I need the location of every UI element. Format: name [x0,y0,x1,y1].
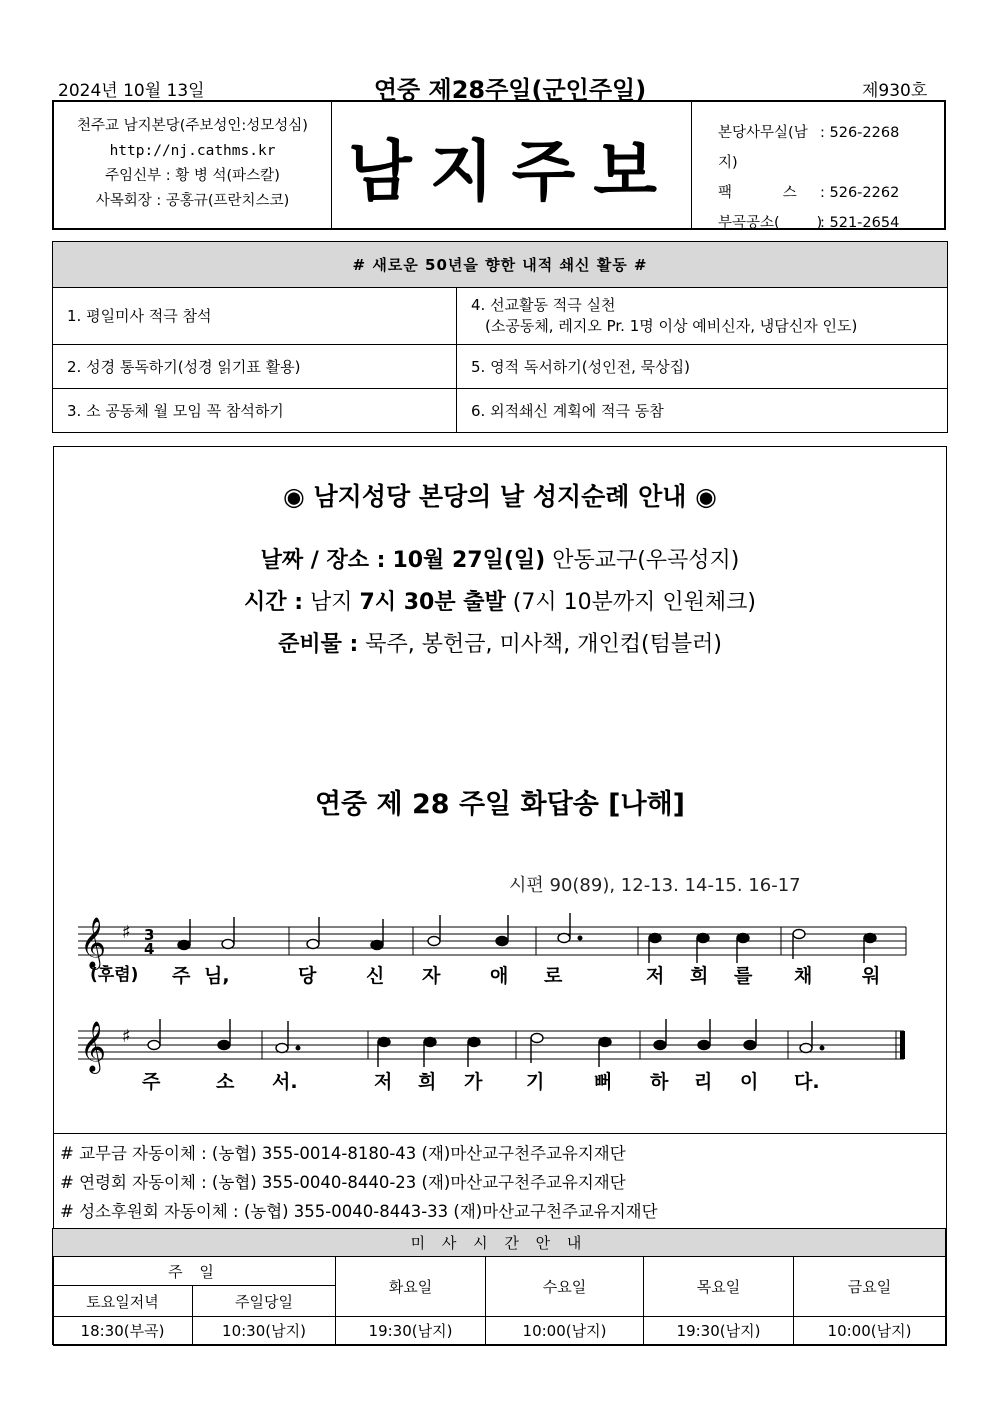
lyric-syllable: 애 [490,965,509,987]
renewal-heading: # 새로운 50년을 향한 내적 쇄신 활동 # [53,242,948,288]
lyric-syllable: 이 [740,1071,759,1093]
church-name: 천주교 남지본당(주보성인:성모성심) [77,118,308,134]
lyric-syllable: 다. [794,1071,820,1093]
contact-bugok: 부곡공소( ) : 521-2654 [718,215,900,231]
col-header: 주일당일 [193,1286,336,1317]
lyric-syllable: 워 [862,965,881,987]
lyric-syllable: 저 [646,965,665,987]
issue-number: 제930호 [862,81,928,101]
pastor: 주임신부 : 황 병 석(파스칼) [105,168,280,184]
lyric-syllable: 가 [464,1071,483,1093]
time-signature-top: 3 [144,926,155,944]
mass-time: 10:00(남지) [794,1317,946,1345]
lyric-syllable: 를 [734,965,753,987]
account-line: # 성소후원회 자동이체 : (농협) 355-0040-8443-33 (재)마산교구천주교유지재단 [60,1202,658,1221]
lyric-syllable: 서. [272,1071,298,1093]
pilgrimage-time: 시간 : 남지 7시 30분 출발 (7시 10분까지 인원체크) [244,590,756,615]
time-signature-bottom: 4 [144,940,155,958]
auto-transfer-accounts [54,1133,946,1226]
pilgrimage-title: ◉ 남지성당 본당의 날 성지순례 안내 ◉ [283,482,717,511]
lyric-syllable: 당 [298,965,317,987]
lyric-syllable: 신 [366,965,385,987]
lyric-syllable: 기 [526,1071,545,1093]
pilgrimage-prep: 준비물 : 묵주, 봉헌금, 미사책, 개인컵(텀블러) [278,632,722,657]
renewal-item: 4. 선교활동 적극 실천 (소공동체, 레지오 Pr. 1명 이상 예비신자, 냉담신자 인도) [457,288,948,345]
pilgrimage-date: 날짜 / 장소 : 10월 27일(일) 안동교구(우곡성지) [260,548,740,573]
renewal-item: 2. 성경 통독하기(성경 읽기표 활용) [53,345,457,389]
main-box [53,446,947,1346]
sunday-header: 주 일 [53,1257,336,1286]
lyric-syllable: 주 [142,1071,161,1093]
col-header: 목요일 [644,1257,794,1317]
mass-time: 19:30(남지) [336,1317,486,1345]
lyric-syllable: 채 [794,965,813,987]
mass-time: 10:00(남지) [486,1317,644,1345]
col-header: 화요일 [336,1257,486,1317]
lyric-syllable: 하 [650,1071,669,1093]
sharp-icon: ♯ [122,1026,131,1047]
lyric-syllable: 님, [204,965,230,987]
account-line: # 교무금 자동이체 : (농협) 355-0014-8180-43 (재)마산교구천주교유지재단 [60,1144,626,1163]
church-info [54,102,332,228]
treble-clef-icon: 𝄞 [80,1021,107,1072]
church-url[interactable]: http://nj.cathms.kr [109,143,276,159]
contact-fax: 팩 스 : 526-2262 [718,185,900,201]
bulletin-title: 연중 제28주일(군인주일) [373,76,647,104]
account-line: # 연령회 자동이체 : (농협) 355-0040-8440-23 (재)마산교구천주교유지재단 [60,1173,626,1192]
lyric-syllable: 자 [422,965,441,987]
col-header: 토요일저녁 [53,1286,193,1317]
lyric-syllable: 희 [690,965,709,987]
lyric-syllable: 소 [216,1071,235,1093]
contact-office: 본당사무실(남지) : 526-2268 [718,125,900,171]
psalm-title: 연중 제 28 주일 화답송 [나해] [314,789,686,820]
psalm-reference: 시편 90(89), 12-13. 14-15. 16-17 [509,875,801,896]
mass-times-table [52,1228,946,1345]
sharp-icon: ♯ [122,922,131,943]
lyric-syllable: 희 [418,1071,437,1093]
mass-time: 19:30(남지) [644,1317,794,1345]
renewal-item: 3. 소 공동체 월 모임 꼭 참석하기 [53,389,457,433]
col-header: 수요일 [486,1257,644,1317]
renewal-item: 6. 외적쇄신 계획에 적극 동참 [457,389,948,433]
treble-clef-icon: 𝄞 [80,917,107,968]
contact-list [692,102,944,231]
mass-time: 18:30(부곡) [53,1317,193,1345]
mass-time: 10:30(남지) [193,1317,336,1345]
renewal-item: 5. 영적 독서하기(성인전, 묵상집) [457,345,948,389]
lyric-syllable: 뻐 [594,1071,613,1093]
renewal-item: 1. 평일미사 적극 참석 [53,288,457,345]
renewal-table [52,241,948,433]
lyric-syllable: 로 [544,965,563,987]
lyric-syllable: 주 [172,965,191,987]
refrain-label: (후렴) [90,965,139,985]
lyric-syllable: 저 [374,1071,393,1093]
lyric-syllable: 리 [694,1071,713,1093]
bulletin-date: 2024년 10월 13일 [58,81,205,101]
bulletin-logo: 남지주보 [332,102,692,228]
mass-times-caption: 미 사 시 간 안 내 [53,1229,946,1257]
col-header: 금요일 [794,1257,946,1317]
masthead [52,100,946,230]
council-president: 사목회장 : 공홍규(프란치스코) [95,193,290,209]
